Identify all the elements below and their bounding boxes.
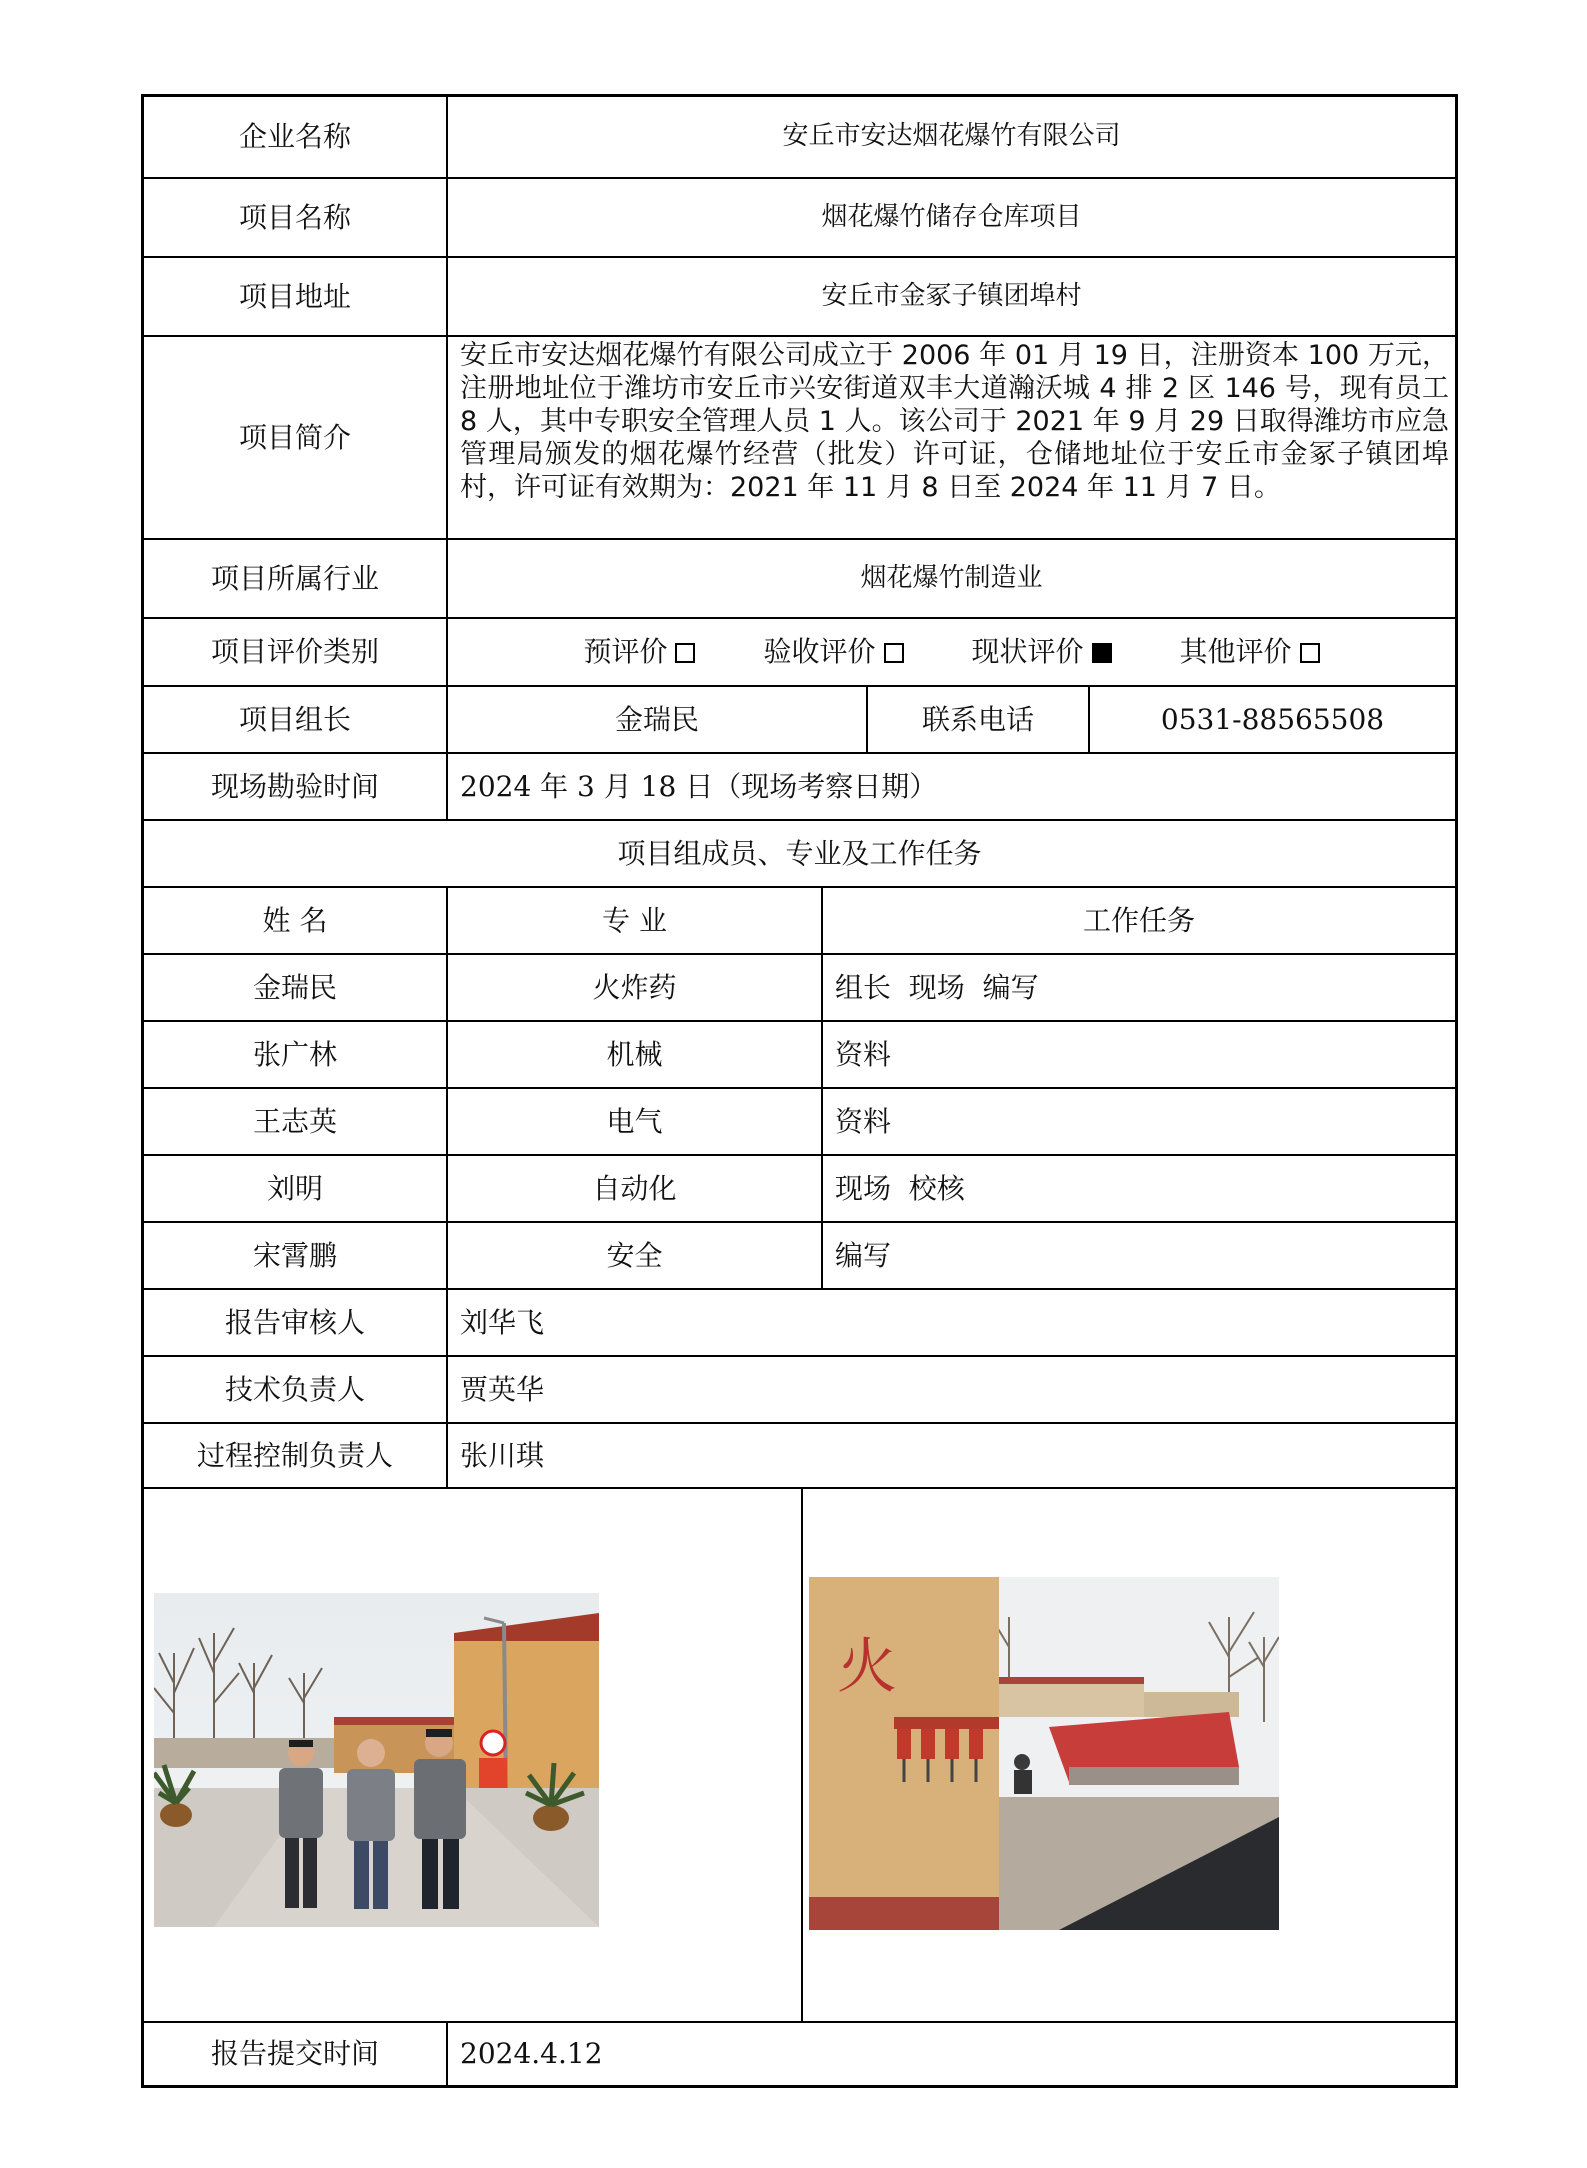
team-site-photo (154, 1593, 599, 1927)
eval-option-other[interactable]: 其他评价 (1180, 635, 1320, 669)
member-task: 资料 (835, 1037, 892, 1071)
tech-lead-value: 贾英华 (460, 1372, 545, 1406)
survey-time-value: 2024 年 3 月 18 日（现场考察日期） (460, 769, 938, 803)
wall-sign-text: 火 (837, 1632, 897, 1702)
phone-value: 0531-88565508 (1160, 702, 1385, 736)
member-name: 张广林 (252, 1037, 337, 1071)
member-task: 组长 现场 编写 (835, 970, 1039, 1004)
team-header-major: 专 业 (602, 903, 667, 937)
tech-lead-label: 技术负责人 (224, 1372, 365, 1406)
eval-option-acceptance[interactable]: 验收评价 (763, 635, 903, 669)
project-address-label: 项目地址 (238, 279, 351, 313)
info-table (141, 94, 1458, 2088)
member-task: 资料 (835, 1104, 892, 1138)
member-task: 编写 (835, 1238, 892, 1272)
member-major: 电气 (606, 1104, 663, 1138)
submit-time-label: 报告提交时间 (210, 2037, 379, 2071)
member-task: 现场 校核 (835, 1171, 965, 1205)
project-intro-label: 项目简介 (238, 420, 351, 454)
company-value: 安丘市安达烟花爆竹有限公司 (782, 121, 1121, 152)
member-major: 火炸药 (592, 970, 677, 1004)
project-intro-text: 安丘市安达烟花爆竹有限公司成立于 2006 年 01 月 19 日，注册资本 100 万元，注册地址位于潍坊市安丘市兴安街道双丰大道瀚沃城 4 排 2 区 146 号，现有员工 8 人，其中专职安全管理人员 1 人。该公司于 2021 年 9 月 29 日取得潍坊市应急管理局颁发的烟花爆竹经营（批发）许可证，仓储地址位于安丘市金冢子镇团埠村，许可证有效期为：2021 年 11 月 8 日至 2024 年 11 月 7 日。 (460, 340, 1449, 503)
project-name-label: 项目名称 (238, 200, 351, 234)
member-name: 王志英 (252, 1104, 337, 1138)
member-name: 刘明 (266, 1171, 323, 1205)
team-section-title: 项目组成员、专业及工作任务 (617, 836, 982, 870)
checkbox-icon[interactable] (884, 643, 904, 663)
project-name-value: 烟花爆竹储存仓库项目 (821, 201, 1082, 232)
member-name: 宋霄鹏 (252, 1238, 337, 1272)
phone-label: 联系电话 (921, 702, 1034, 736)
reviewer-value: 刘华飞 (460, 1305, 545, 1339)
company-label: 企业名称 (238, 120, 351, 154)
process-lead-label: 过程控制负责人 (196, 1438, 393, 1472)
team-header-task: 工作任务 (1082, 903, 1195, 937)
process-lead-value: 张川琪 (460, 1438, 545, 1472)
survey-time-label: 现场勘验时间 (210, 769, 379, 803)
warehouse-photo (809, 1577, 1279, 1930)
eval-option-pre[interactable]: 预评价 (583, 635, 695, 669)
checked-checkbox-icon[interactable] (1092, 643, 1112, 663)
evaluation-type-options (448, 619, 1455, 685)
industry-label: 项目所属行业 (210, 561, 379, 595)
evaluation-type-label: 项目评价类别 (210, 635, 379, 669)
member-major: 自动化 (592, 1171, 677, 1205)
member-major: 机械 (606, 1037, 663, 1071)
checkbox-icon[interactable] (675, 643, 695, 663)
submit-time-value: 2024.4.12 (460, 2037, 603, 2071)
checkbox-icon[interactable] (1300, 643, 1320, 663)
industry-value: 烟花爆竹制造业 (860, 562, 1043, 593)
project-address-value: 安丘市金冢子镇团埠村 (821, 280, 1082, 311)
member-name: 金瑞民 (252, 970, 337, 1004)
team-header-name: 姓 名 (262, 903, 328, 937)
eval-option-current[interactable]: 现状评价 (972, 635, 1112, 669)
leader-value: 金瑞民 (614, 702, 699, 736)
leader-label: 项目组长 (238, 702, 351, 736)
reviewer-label: 报告审核人 (224, 1305, 365, 1339)
member-major: 安全 (606, 1238, 663, 1272)
